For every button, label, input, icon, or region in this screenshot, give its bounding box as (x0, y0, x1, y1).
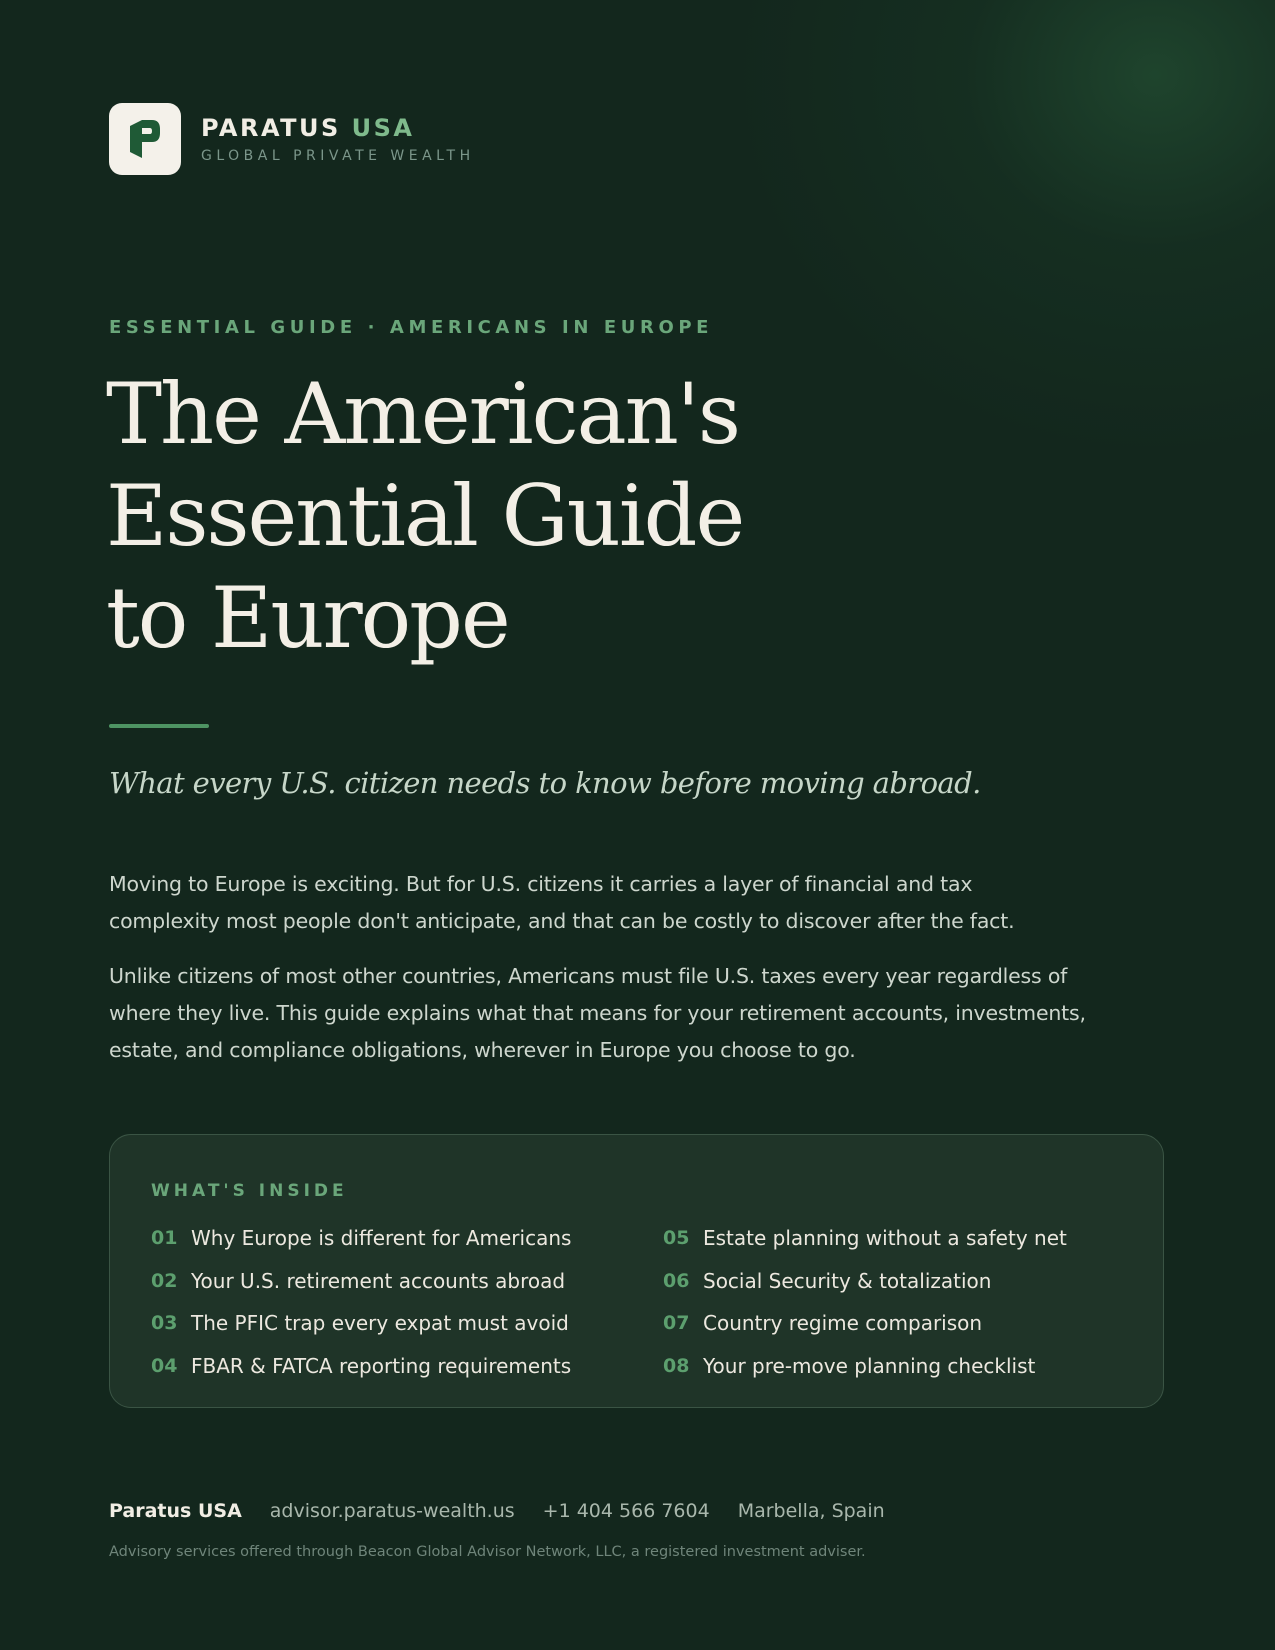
contents-item-text: Your pre-move planning checklist (703, 1353, 1036, 1378)
footer-contact (109, 1500, 913, 1522)
contents-list (151, 1217, 1143, 1387)
footer-disclaimer: Advisory services offered through Beacon Global Advisor Network, LLC, a registered investment adviser. (109, 1544, 866, 1560)
contents-item-number: 08 (663, 1354, 690, 1377)
contents-item (151, 1345, 663, 1388)
contents-item (663, 1302, 1143, 1345)
contents-item-number: 05 (663, 1227, 690, 1250)
contents-item (151, 1260, 663, 1303)
contents-item-text: Estate planning without a safety net (703, 1226, 1067, 1251)
accent-divider (109, 724, 209, 728)
intro-paragraph-2: Unlike citizens of most other countries, Americans must file U.S. taxes every year regardless of where they live. This guide explains what that means for your retirement accounts, investments, estate, and compliance obligations, wherever in Europe you choose to go. (109, 964, 1086, 1062)
whats-inside-card (109, 1134, 1164, 1408)
contents-item-number: 03 (151, 1312, 178, 1335)
brand-tagline: GLOBAL PRIVATE WEALTH (201, 147, 475, 164)
guide-cover (106, 0, 1166, 1650)
title-line-1: The American's (106, 365, 740, 463)
contents-item-text: The PFIC trap every expat must avoid (191, 1311, 569, 1336)
contents-item (663, 1217, 1143, 1260)
contents-item-number: 06 (663, 1269, 690, 1292)
eyebrow-label: ESSENTIAL GUIDE · AMERICANS IN EUROPE (109, 317, 714, 338)
contents-item-text: Country regime comparison (703, 1311, 983, 1336)
contents-item-text: FBAR & FATCA reporting requirements (191, 1353, 572, 1378)
subtitle: What every U.S. citizen needs to know before moving abroad. (109, 766, 981, 800)
brand-name (201, 113, 475, 142)
title-line-2: Essential Guide (106, 467, 744, 565)
contents-item-text: Your U.S. retirement accounts abroad (191, 1268, 566, 1293)
brand-name-accent: USA (351, 113, 415, 142)
contents-item-number: 02 (151, 1269, 178, 1292)
contents-item (663, 1345, 1143, 1388)
contents-item-number: 07 (663, 1312, 690, 1335)
footer-phone[interactable]: +1 404 566 7604 (542, 1500, 710, 1522)
footer-firm-name: Paratus USA (109, 1500, 242, 1522)
contents-item (663, 1260, 1143, 1303)
brand-header (109, 103, 475, 175)
contents-item-text: Why Europe is different for Americans (191, 1226, 572, 1251)
brand-name-main: PARATUS (201, 113, 341, 142)
contents-item-number: 04 (151, 1354, 178, 1377)
footer-location: Marbella, Spain (737, 1500, 885, 1522)
intro-paragraph-1: Moving to Europe is exciting. But for U.S. citizens it carries a layer of financial and tax complexity most people don't anticipate, and that can be costly to discover after the fact. (109, 872, 1015, 933)
logo (109, 103, 181, 175)
p-monogram-icon (128, 119, 162, 159)
contents-item (151, 1302, 663, 1345)
title-line-3: to Europe (106, 569, 509, 667)
whats-inside-label: WHAT'S INSIDE (151, 1181, 348, 1201)
contents-item-text: Social Security & totalization (703, 1268, 992, 1293)
footer-website-link[interactable]: advisor.paratus-wealth.us (269, 1500, 515, 1522)
brand-text (201, 113, 475, 164)
contents-item-number: 01 (151, 1227, 178, 1250)
contents-item (151, 1217, 663, 1260)
page-title (106, 363, 1006, 669)
